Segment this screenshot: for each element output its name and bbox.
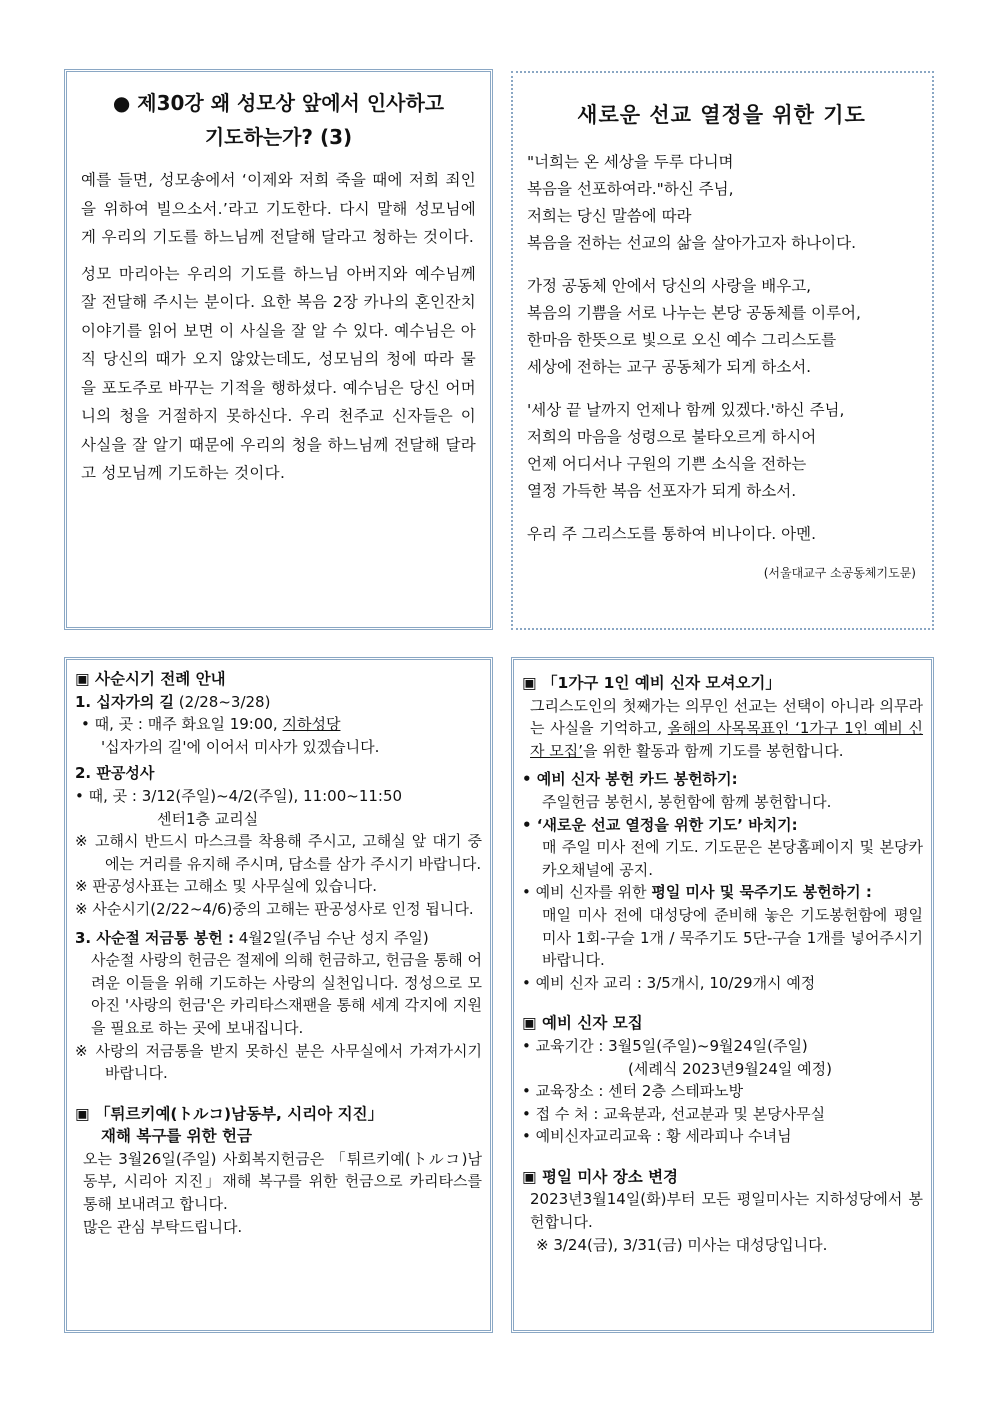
- lesson-paragraph-2: 성모 마리아는 우리의 기도를 하느님 아버지와 예수님께 잘 전달해 주시는 분이다. 요한 복음 2장 카나의 혼인잔치 이야기를 읽어 보면 이 사실을 잘 알 수 있다. 예수님은 아직 당신의 때가 오지 않았는데도, 성모님의 청에 따라 물을 포도주로 바꾸는 기적을 행하셨다. 예수님은 당신 어머니의 청을 거절하지 못하신다. 우리 천주교 신자들은 이 사실을 잘 알기 때문에 우리의 청을 하느님께 전달해 달라고 성모님께 기도하는 것이다.: [81, 264, 476, 482]
- prayer-line: 저희의 마음을 성령으로 불타오르게 하시어: [527, 428, 817, 446]
- prayer-line: "너희는 온 세상을 두루 다니며: [527, 153, 734, 171]
- prayer-line: 저희는 당신 말씀에 따라: [527, 207, 692, 225]
- prayer-box: [511, 71, 934, 630]
- lesson-title: [89, 86, 468, 154]
- recruit-heading: ▣ 「1가구 1인 예비 신자 모셔오기」: [522, 674, 781, 692]
- notices-left-box: [64, 657, 493, 1333]
- lent-s2-note-1: ※ 고해시 반드시 마스크를 착용해 주시고, 고해실 앞 대기 중에는 거리를 유지해 주시며, 담소를 삼가 주시기 바랍니다.: [75, 832, 482, 873]
- lent-s1-title: 1. 십자가의 길: [75, 692, 175, 711]
- prayer-line: 복음을 전하는 선교의 삶을 살아가고자 하나이다.: [527, 234, 857, 252]
- prayer-stanza-3: [527, 397, 916, 505]
- recruit-intro-pre: 그리스도인의 첫째가는 의무인 선교는 선택이 아니라 의무라는 사실을 기억하고,: [530, 696, 923, 738]
- prayer-stanza-4: [527, 521, 916, 548]
- prayer-line: 우리 주 그리스도를 통하여 비나이다. 아멘.: [527, 525, 817, 543]
- lent-s2-place: 센터1층 교리실: [157, 809, 259, 828]
- lent-s2-title: 2. 판공성사: [75, 764, 155, 783]
- catechumen-teacher: • 예비신자교리교육 : 황 세라피나 수녀님: [522, 1127, 792, 1146]
- catechumen-heading: ▣ 예비 신자 모집: [522, 1014, 643, 1033]
- lent-s2-note-2: ※ 판공성사표는 고해소 및 사무실에 있습니다.: [75, 877, 377, 896]
- prayer-source: (서울대교구 소공동체기도문): [763, 566, 916, 580]
- lent-s1-place: 지하성당: [282, 715, 341, 734]
- turkey-body: 오는 3월26일(주일) 사회복지헌금은 「튀르키예(トルコ)남동부, 시리아 지진」재해 복구를 위한 헌금으로 카리타스를 통해 보내려고 합니다.: [83, 1149, 482, 1214]
- lesson-paragraph-1: 예를 들면, 성모송에서 ‘이제와 저희 죽을 때에 저희 죄인을 위하여 빌으소서.’라고 기도한다. 다시 말해 성모님에게 우리의 기도를 하느님께 전달해 달라고 청하는 것이다.: [81, 171, 476, 246]
- prayer-stanza-1: [527, 149, 916, 257]
- lent-s3-title: 3. 사순절 저금통 봉헌 :: [75, 928, 234, 947]
- mass-heading: ▣ 평일 미사 장소 변경: [522, 1167, 679, 1186]
- recruit-b4: • 예비 신자 교리 : 3/5개시, 10/29개시 예정: [522, 973, 816, 992]
- prayer-line: 열정 가득한 복음 선포자가 되게 하소서.: [527, 482, 797, 500]
- lesson-title-line2: 기도하는가? (3): [204, 125, 353, 149]
- recruit-intro-post: 을 위한 활동과 함께 기도를 봉헌합니다.: [583, 741, 844, 760]
- catechumen-place: • 교육장소 : 센터 2층 스테파노방: [522, 1082, 744, 1101]
- lent-s3-note: ※ 사랑의 저금통을 받지 못하신 분은 사무실에서 가져가시기 바랍니다.: [75, 1041, 482, 1083]
- lent-heading: ▣ 사순시기 전례 안내: [75, 670, 226, 688]
- lent-section-1: [75, 691, 482, 714]
- turkey-closing: 많은 관심 부탁드립니다.: [83, 1217, 243, 1236]
- recruit-intro: [522, 695, 923, 763]
- recruit-b3-bold: 평일 미사 및 묵주기도 봉헌하기 :: [651, 883, 872, 902]
- recruit-intro-underline: 올해의 사목목표인 ‘1가구 1인 예비 신자 모집’: [530, 719, 924, 760]
- catechumen-period: • 교육기간 : 3월5일(주일)~9월24일(주일): [522, 1036, 808, 1055]
- turkey-heading-1: ▣ 「튀르키예(トルコ)남동부, 시리아 지진」: [75, 1104, 384, 1123]
- prayer-line: 언제 어디서나 구원의 기쁜 소식을 전하는: [527, 455, 807, 473]
- lent-s2-when: • 때, 곳 : 3/12(주일)~4/2(주일), 11:00~11:50: [75, 786, 403, 805]
- prayer-stanza-2: [527, 273, 916, 381]
- recruit-b2-body: 매 주일 미사 전에 기도. 기도문은 본당홈페이지 및 본당카카오채널에 공지.: [542, 838, 923, 879]
- mass-note: ※ 3/24(금), 3/31(금) 미사는 대성당입니다.: [536, 1235, 828, 1254]
- recruit-b3: [522, 881, 923, 904]
- prayer-title: 새로운 선교 열정을 위한 기도: [577, 103, 866, 127]
- prayer-line: '세상 끝 날까지 언제나 함께 있겠다.'하신 주님,: [527, 401, 845, 419]
- prayer-line: 복음의 기쁨을 서로 나누는 본당 공동체를 이루어,: [527, 304, 861, 322]
- recruit-b1-title: • 예비 신자 봉헌 카드 봉헌하기:: [522, 770, 738, 789]
- lent-s2-note-3: ※ 사순시기(2/22~4/6)중의 고해는 판공성사로 인정 됩니다.: [75, 899, 474, 918]
- lent-section-3: [75, 927, 482, 950]
- lent-s3-body: 사순절 사랑의 헌금은 절제에 의해 헌금하고, 헌금을 통해 어려운 이들을 위해 기도하는 사랑의 실천입니다. 정성으로 모아진 '사랑의 헌금'은 카리타스재팬을 통해 세계 각지에 지원을 필요로 하는 곳에 보내집니다.: [91, 951, 482, 1037]
- lesson-title-line1: ● 제30강 왜 성모상 앞에서 인사하고: [112, 91, 445, 115]
- mass-body: 2023년3월14일(화)부터 모든 평일미사는 지하성당에서 봉헌합니다.: [530, 1190, 923, 1232]
- prayer-line: 복음을 선포하여라."하신 주님,: [527, 180, 734, 198]
- recruit-b2-title: • ‘새로운 선교 열정을 위한 기도’ 바치기:: [522, 815, 798, 834]
- recruit-b3-pre: • 예비 신자를 위한: [522, 883, 652, 902]
- recruit-b1-body: 주일헌금 봉헌시, 봉헌함에 함께 봉헌합니다.: [542, 792, 832, 811]
- catechumen-reception: • 접 수 처 : 교육분과, 선교분과 및 본당사무실: [522, 1104, 826, 1123]
- prayer-line: 세상에 전하는 교구 공동체가 되게 하소서.: [527, 358, 812, 376]
- notices-right-box: [511, 657, 934, 1333]
- recruit-b3-body: 매일 미사 전에 대성당에 준비해 놓은 기도봉헌함에 평일미사 1회-구슬 1개 / 묵주기도 5단-구슬 1개를 넣어주시기 바랍니다.: [542, 905, 923, 970]
- lent-s1-when: [75, 713, 482, 736]
- lent-s1-date: (2/28~3/28): [174, 692, 271, 711]
- lent-s3-date: 4월2일(주님 수난 성지 주일): [233, 928, 429, 947]
- lesson-box: [64, 69, 493, 630]
- lent-s1-note: '십자가의 길'에 이어서 미사가 있겠습니다.: [101, 737, 380, 756]
- lent-s1-when-text: • 때, 곳 : 매주 화요일 19:00,: [81, 715, 283, 734]
- catechumen-period-note: (세례식 2023년9월24일 예정): [628, 1059, 832, 1078]
- prayer-line: 가정 공동체 안에서 당신의 사랑을 배우고,: [527, 277, 812, 295]
- turkey-heading-2: 재해 복구를 위한 헌금: [101, 1127, 252, 1146]
- prayer-line: 한마음 한뜻으로 빛으로 오신 예수 그리스도를: [527, 331, 837, 349]
